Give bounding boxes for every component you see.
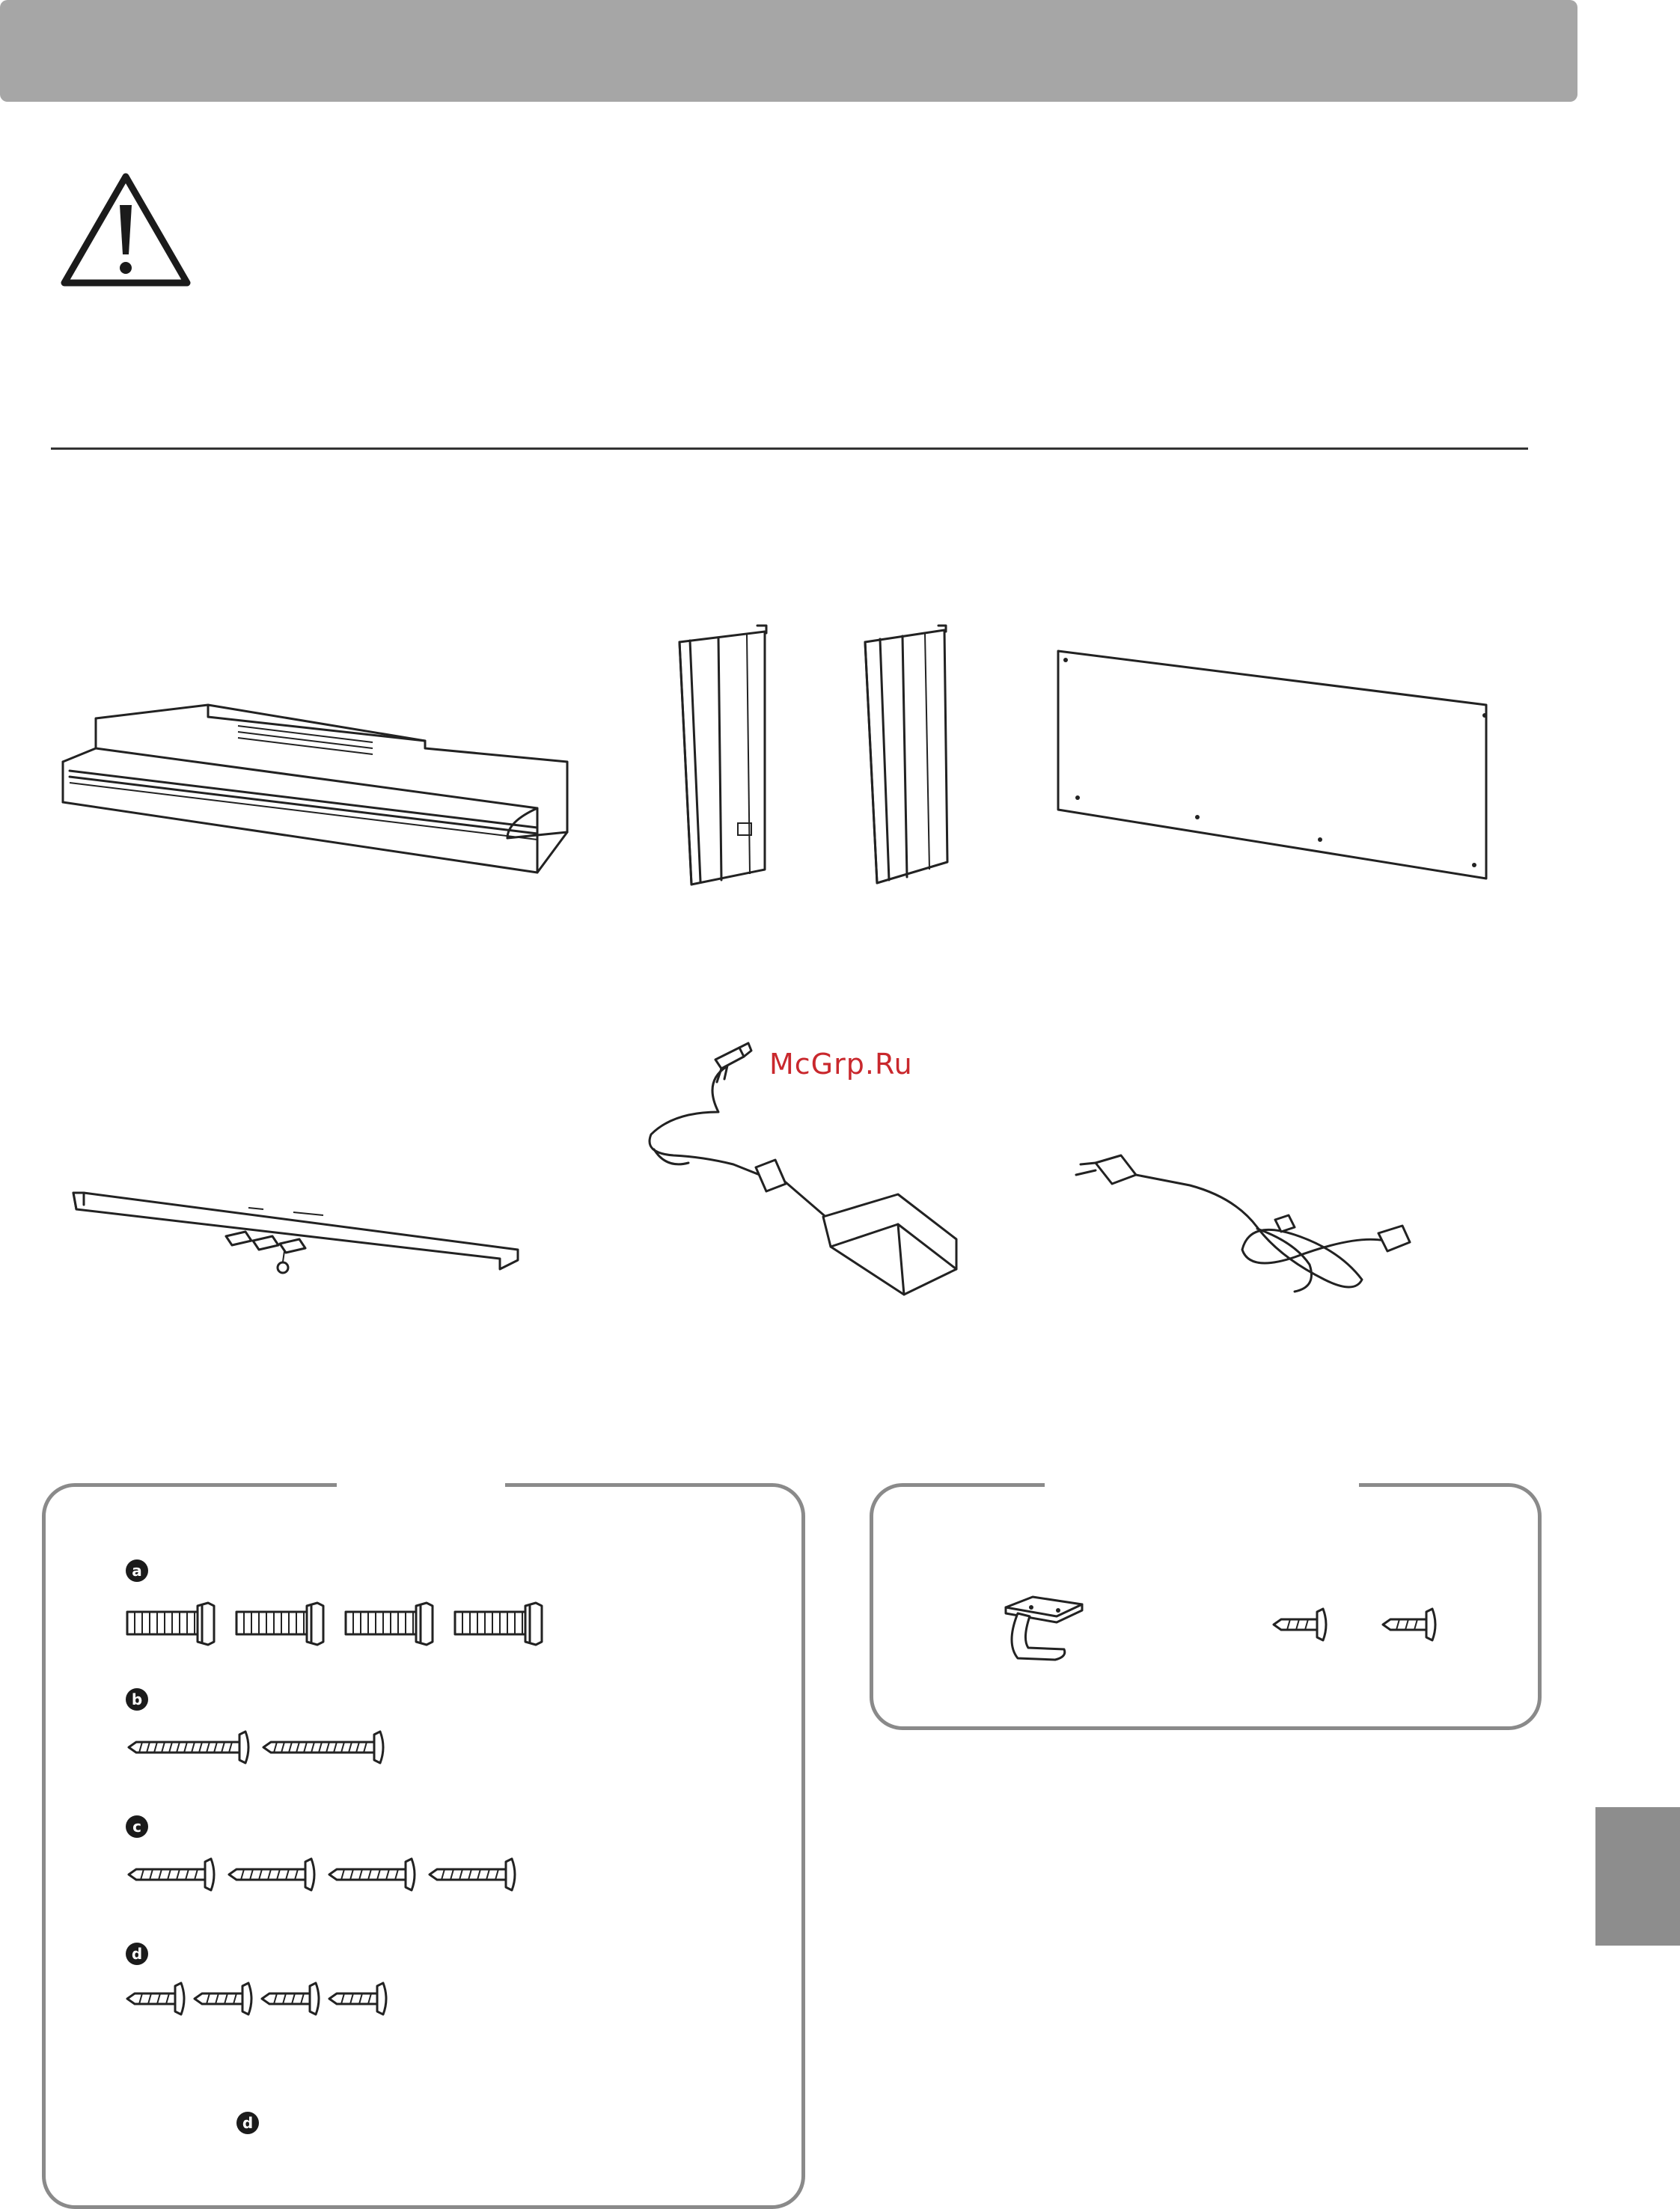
small-screw-icon [1272,1606,1444,1643]
back-board-icon [1055,648,1489,882]
bolt-icon [124,1598,543,1651]
warning-triangle-icon [58,171,193,290]
side-panel-right-icon [861,623,958,892]
header-bar [0,0,1577,102]
badge-d: d [126,1943,148,1965]
side-tab [1595,1807,1680,1946]
badge-b: b [126,1688,148,1711]
headphone-hook-icon [995,1591,1093,1666]
screw-box-title-gap [337,1480,505,1489]
badge-a: a [126,1559,148,1582]
long-screw-icon [127,1729,397,1766]
note-badge-d: d [236,2112,259,2134]
short-screw-icon [126,1980,395,2017]
piano-body-icon [58,696,567,876]
section-divider [51,447,1528,450]
side-panel-left-icon [675,623,772,892]
watermark-text: McGrp.Ru [769,1048,913,1081]
pedal-board-icon [69,1187,525,1284]
screw-parts-box [42,1483,805,2209]
ac-adaptor-icon [644,1037,973,1314]
power-cable-icon [1070,1145,1422,1302]
screw-icon [127,1856,531,1893]
hook-box-title-gap [1045,1480,1359,1489]
badge-c: c [126,1815,148,1838]
